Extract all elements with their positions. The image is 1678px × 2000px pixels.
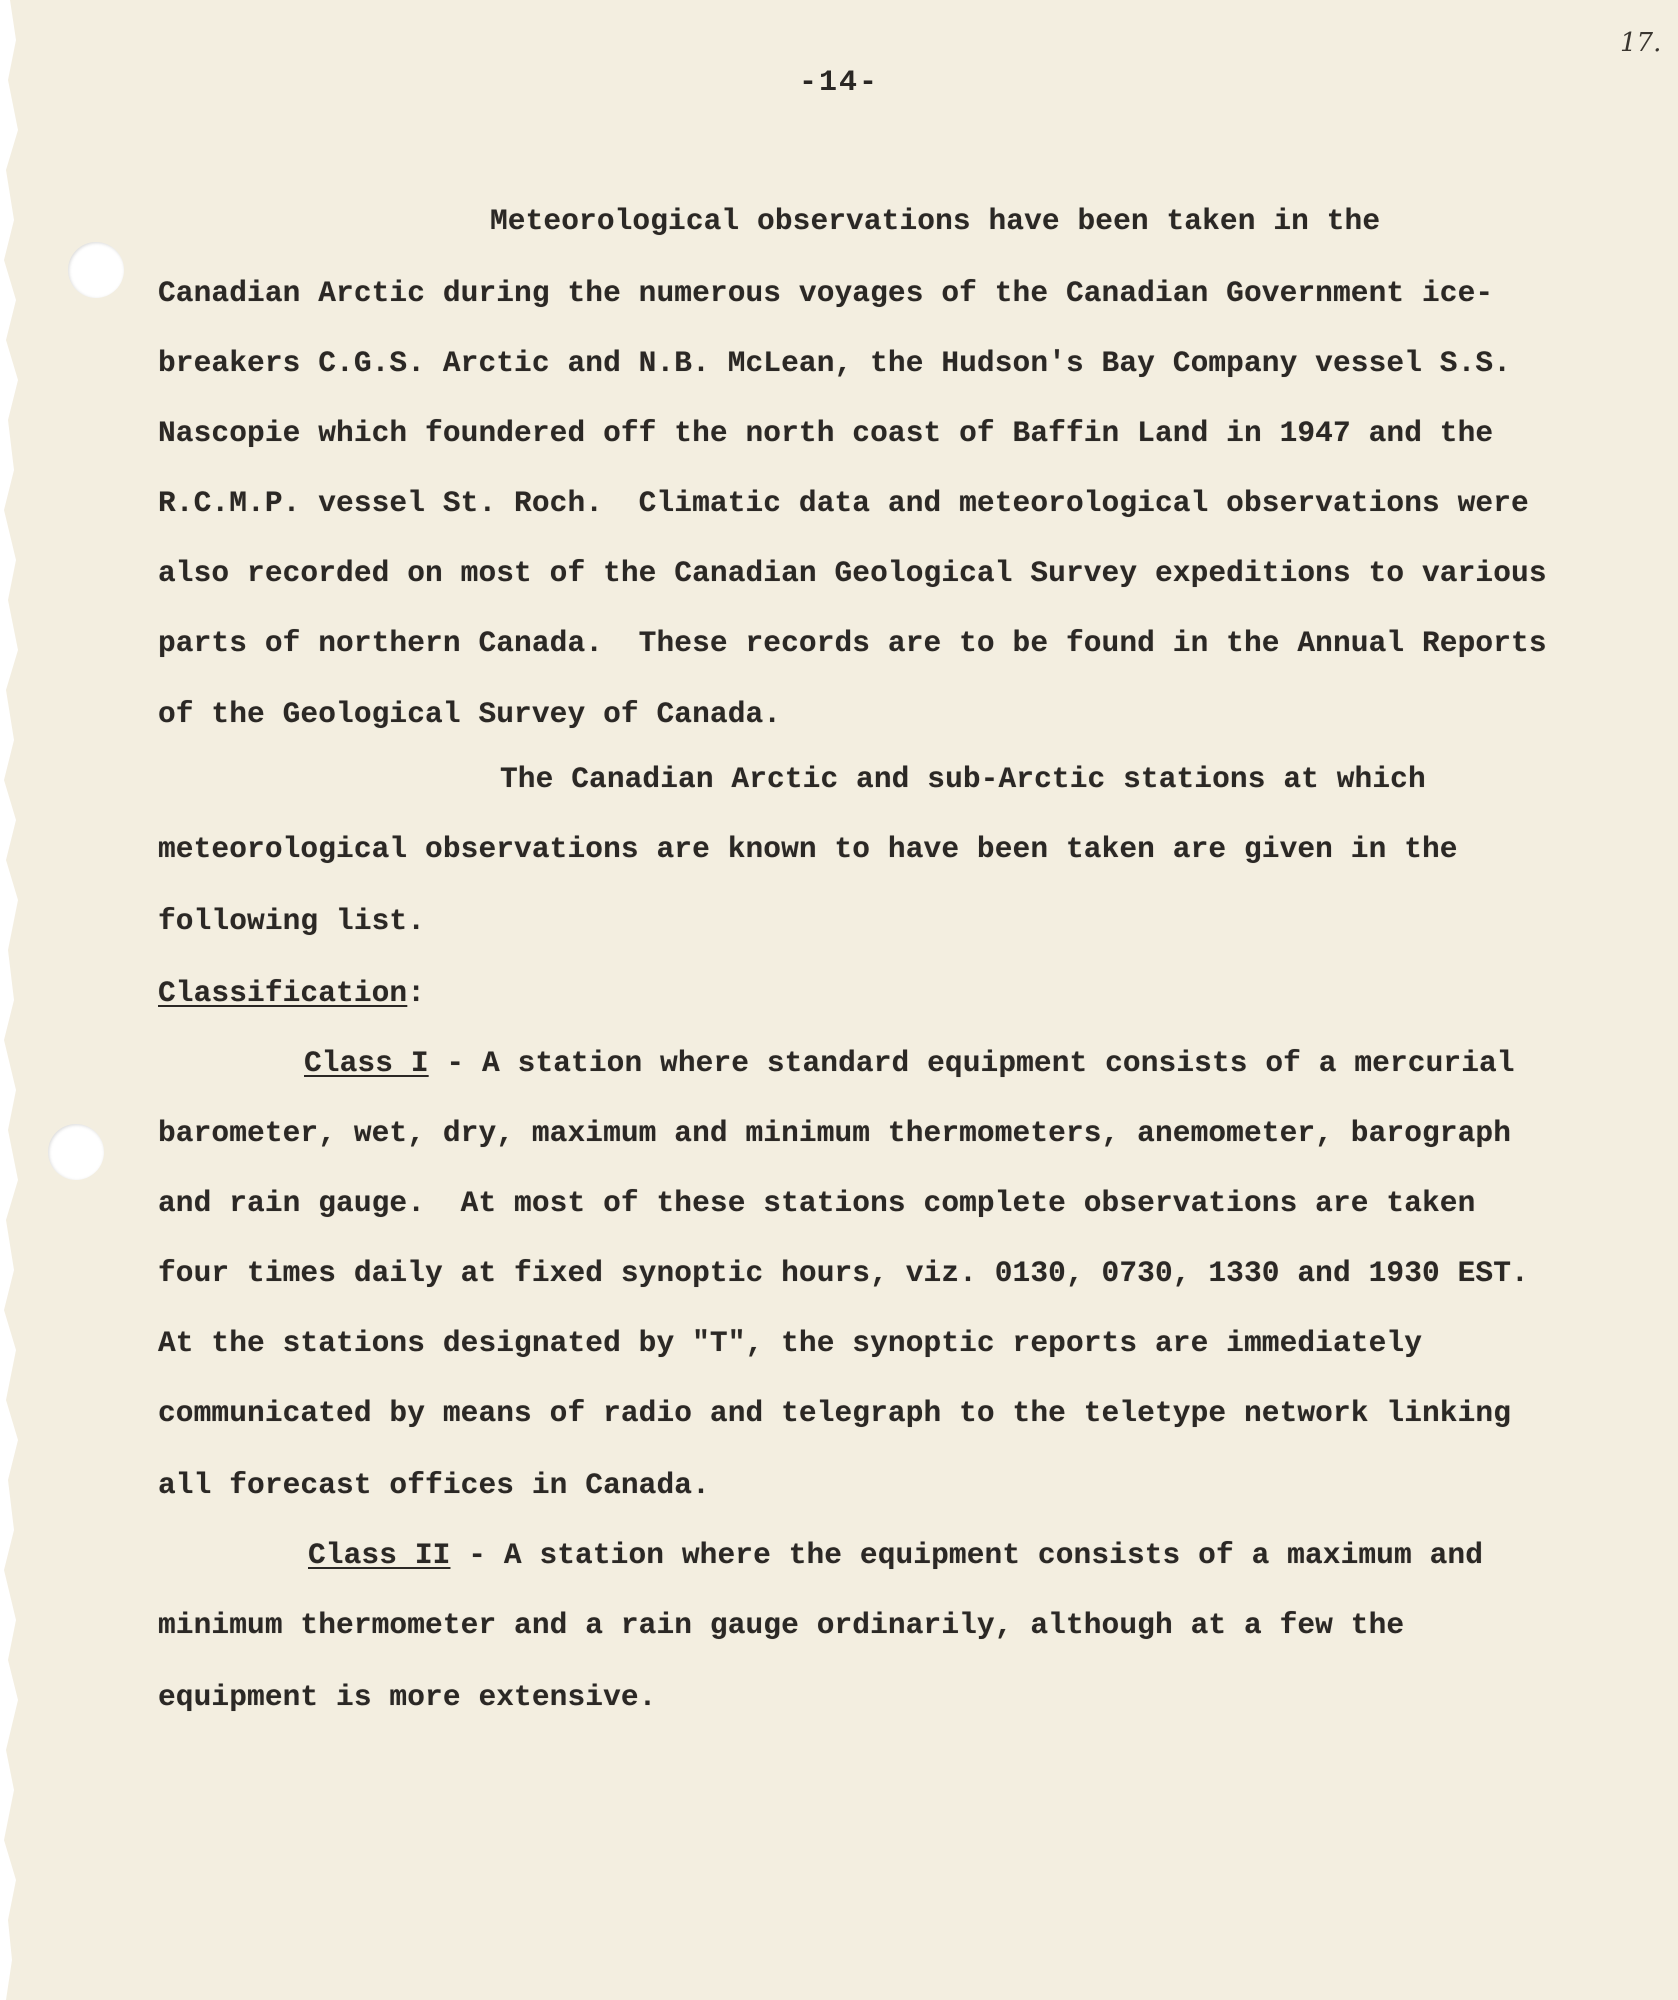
- class2-line-1: [308, 1538, 1678, 1572]
- paragraph1-line-3: breakers C.G.S. Arctic and N.B. McLean, the Hudson's Bay Company vessel S.S.: [158, 346, 1512, 380]
- punch-hole-bottom: [48, 1124, 104, 1180]
- class1-line-5: At the stations designated by "T", the synoptic reports are immediately: [158, 1326, 1423, 1360]
- class2-label: Class II: [308, 1538, 451, 1572]
- classification-heading-colon: :: [407, 976, 426, 1010]
- class2-line-3: equipment is more extensive.: [158, 1680, 657, 1714]
- class1-line-4: four times daily at fixed synoptic hours, viz. 0130, 0730, 1330 and 1930 EST.: [158, 1256, 1529, 1290]
- perforated-edge: [0, 0, 26, 2000]
- class1-first-line-text: - A station where standard equipment consists of a mercurial: [428, 1046, 1515, 1080]
- paragraph2-line-2: meteorological observations are known to have been taken are given in the: [158, 832, 1458, 866]
- paragraph1-line-2: Canadian Arctic during the numerous voyages of the Canadian Government ice-: [158, 276, 1494, 310]
- class1-label: Class I: [304, 1046, 429, 1080]
- class1-line-3: and rain gauge. At most of these stations complete observations are taken: [158, 1186, 1476, 1220]
- handwritten-page-number: 17.: [1620, 28, 1662, 58]
- paragraph2-line-3: following list.: [158, 904, 426, 938]
- paragraph1-line-5: R.C.M.P. vessel St. Roch. Climatic data and meteorological observations were: [158, 486, 1529, 520]
- punch-hole-top: [68, 242, 124, 298]
- paragraph1-line-1: Meteorological observations have been taken in the: [490, 204, 1381, 238]
- paragraph1-line-8: of the Geological Survey of Canada.: [158, 697, 782, 731]
- class1-line-1: [304, 1046, 1678, 1080]
- paragraph2-line-1: The Canadian Arctic and sub-Arctic stations at which: [500, 762, 1426, 796]
- class1-line-6: communicated by means of radio and telegraph to the teletype network linking: [158, 1396, 1512, 1430]
- paragraph1-line-7: parts of northern Canada. These records are to be found in the Annual Reports: [158, 626, 1547, 660]
- typed-page-number: -14-: [798, 66, 879, 100]
- class1-line-7: all forecast offices in Canada.: [158, 1468, 710, 1502]
- classification-heading-text: Classification: [158, 976, 408, 1010]
- class2-line-2: minimum thermometer and a rain gauge ordinarily, although at a few the: [158, 1608, 1405, 1642]
- classification-heading: [158, 976, 1578, 1010]
- class1-line-2: barometer, wet, dry, maximum and minimum thermometers, anemometer, barograph: [158, 1116, 1512, 1150]
- paragraph1-line-4: Nascopie which foundered off the north coast of Baffin Land in 1947 and the: [158, 416, 1494, 450]
- paragraph1-line-6: also recorded on most of the Canadian Geological Survey expeditions to various: [158, 556, 1547, 590]
- class2-first-line-text: - A station where the equipment consists of a maximum and: [450, 1538, 1484, 1572]
